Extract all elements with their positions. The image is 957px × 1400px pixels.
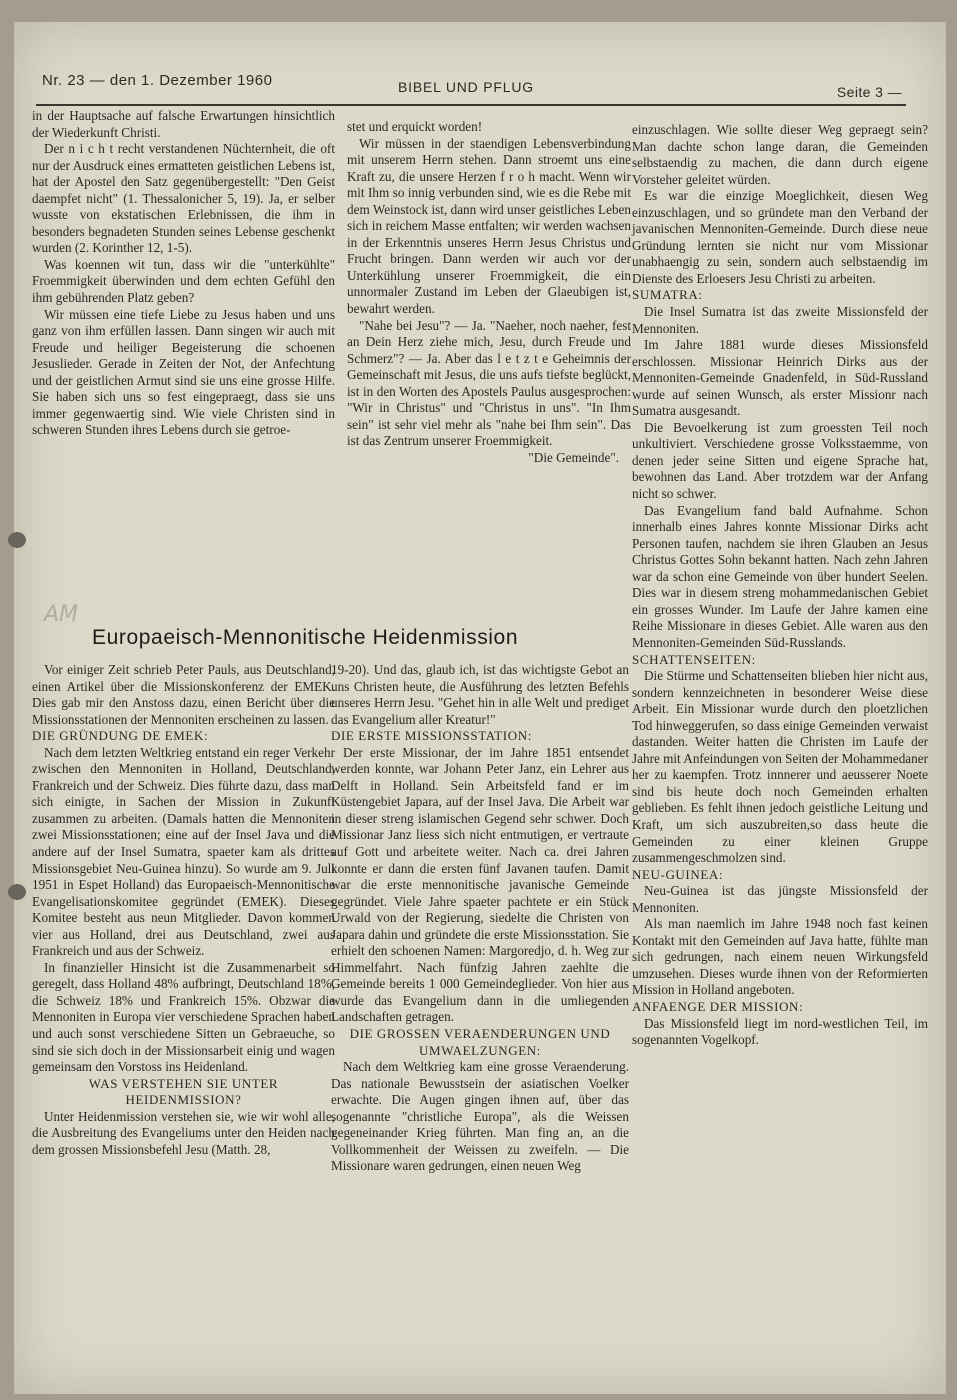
paragraph: Es war die einzige Moeglichkeit, diesen Weg einzuschlagen, und so gründete man den Verband der javanischen Mennoniten-Gemeinde. Durch diese neue Gründung lernten sie nicht nur vom Missionar unabhaengig zu sein, sondern auch selbstaendig im Dienste des Erloesers Jesu Christi zu arbeiten. [632, 188, 928, 286]
paragraph: ANFAENGE DER MISSION: [632, 998, 804, 1014]
paragraph: Was koennen wit tun, dass wir die "unterkühlte" Froemmigkeit überwinden und dem echten Gefühl den ihm gebührenden Platz geben? [32, 256, 335, 306]
paragraph: einzuschlagen. Wie sollte dieser Weg gepraegt sein? Man dachte schon lange daran, die Gemeinden selbstaendig zu machen, die dann durch eigene Vorsteher geleitet würden. [632, 122, 928, 187]
paragraph: SCHATTENSEITEN: [632, 651, 756, 667]
paragraph: Das Missionsfeld liegt im nord-westlichen Teil, im sogenannten Vogelkopf. [632, 1015, 928, 1048]
punch-hole [8, 532, 26, 548]
pencil-mark: AM [44, 602, 79, 627]
column-1-top [32, 108, 335, 439]
paragraph: Das Evangelium fand bald Aufnahme. Schon innerhalb eines Jahres konnte Missionar Dirks acht Personen taufen, nachdem sie ihren Glauben an Jesus Christus Gottes Sohn bekannt hatten. Nach zehn Jahren war da schon eine Gemeinde von über hundert Seelen. Dies war in diesem streng mohammedanischen Gebiet ein grosses Wunder. Im Laufe der Jahre kamen eine Reihe Missionare in dieses Gebiet. Alle waren aus den Mennoniten-Gemeinden Süd-Russlands. [632, 502, 928, 650]
paragraph: DIE ERSTE MISSIONSSTATION: [331, 728, 532, 744]
paragraph: Die Insel Sumatra ist das zweite Missionsfeld der Mennoniten. [632, 304, 928, 336]
paragraph: "Nahe bei Jesu"? — Ja. "Naeher, noch naeher, fest an Dein Herz ziehe mich, Jesu, durch Freude und Schmerz"? — Ja. Aber das l e t z t e Geheimnis der Gemeinschaft mit Jesus, die uns aufs tiefste beglückt, ist in den Worten des Apostels Paulus ausgesprochen: "Wir in Christus" und "Christus in uns". "In Ihm sein" ist sehr viel mehr als "nahe bei Ihm sein". Das ist das Zentrum unserer Froemmigkeit. [347, 317, 631, 449]
column-2-top [347, 119, 631, 466]
paragraph: Die Stürme und Schattenseiten blieben hier nicht aus, sondern kennzeichneten in besonderer Weise diese Arbeit. Ein Missionar wurde durch den ploetzlichen Tod hinweggerufen, so dass einige Gemeinden verwaist dastanden. Weiter hatten die Christen im Laufe der Jahre mit Anfeindungen von Seiten der Mohammedaner her zu kaempfen. Trotz innnerer und aeusserer Noete sind bis heute doch noch Gemeinden erhalten geblieben. Es fehlt ihnen jedoch geistliche Leitung und Kraft, um sich auszubreiten,so dass heute die Gemeinden zu einer kleinen Gruppe zusammengeschmolzen sind. [632, 668, 928, 866]
newspaper-title: BIBEL UND PFLUG [398, 79, 534, 95]
issue-date: Nr. 23 — den 1. Dezember 1960 [42, 72, 273, 89]
column-3 [632, 122, 928, 1049]
header-rule [36, 104, 906, 106]
column-1-bottom [32, 662, 335, 1158]
page-header [42, 72, 902, 100]
paragraph: Als man naemlich im Jahre 1948 noch fast keinen Kontakt mit den Gemeinden auf Java hatte, fühlte man sich gedrungen, nach einem neuen Wirkungsfeld umzusehen. Dieses wurde ihnen von der Reformierten Mission in Holland angeboten. [632, 916, 928, 998]
paragraph: Der n i c h t recht verstandenen Nüchternheit, die oft nur der Ausdruck eines ermatteten geistlichen Lebens ist, hat der Apostel den Satz gegenübergestellt: "Den Geist daempfet nicht" (1. Thessalonicher 5, 19). Ja, er selber wusste von ekstatischen Erlebnissen, die ihm in besonders begnadeten Stunden seines Lebense geschenkt wurden (2. Korinther 12, 1-5). [32, 141, 335, 256]
paragraph: in der Hauptsache auf falsche Erwartungen hinsichtlich der Wiederkunft Christi. [32, 108, 335, 140]
punch-hole [8, 884, 26, 900]
paragraph: Wir müssen eine tiefe Liebe zu Jesus haben und uns ganz von ihm erfüllen lassen. Dann singen wir auch mit Freude und heiliger Begeisterung die schoenen Jesuslieder. Gerade in Zeiten der Not, der Anfechtung und der geistlichen Armut sind sie uns eine grosse Hilfe. Sie haben sich uns so fest eingepraegt, dass sie uns immer gegenwaertig sind. Wie viele Christen sind in schweren Stunden ihres Lebens durch sie getroe- [32, 306, 335, 438]
page-number: Seite 3 — [836, 84, 902, 100]
paragraph: In finanzieller Hinsicht ist die Zusammenarbeit so geregelt, dass Holland 48% aufbringt, Deutschland 18%, die Schweiz 18% und Frankreich 15%. Obzwar die Mennoniten in Europa vier verschiedene Sprachen haben und auch sonst verschiedene Sitten un Gebraeuche, so sind sie sich doch in der Missionsarbeit einig und wagen gemeinsam den Vorstoss ins Heidenland. [32, 959, 335, 1075]
paragraph: Wir müssen in der staendigen Lebensverbindung mit unserem Herrn stehen. Dann stroemt uns eine Kraft zu, die unsere Herzen f r o h macht. Wenn wir mit Ihm so innig verbunden sind, wie es die Rebe mit dem Weinstock ist, dann wird unser geistliches Leben sich in reichem Masse entfalten; wir werden wachsen in der Erkenntnis unseres Herrn Jesus Christus und Frucht bringen. Dann werden wir auch vor der Unterkühlung unserer Froemmigkeit, die ein unnormaler Zustand im Leben der Glaeubigen ist, bewahrt werden. [347, 135, 631, 317]
paragraph: "Die Gemeinde". [528, 449, 619, 465]
paragraph: NEU-GUINEA: [632, 866, 724, 882]
paragraph: Neu-Guinea ist das jüngste Missionsfeld der Mennoniten. [632, 883, 928, 915]
column-2-bottom [331, 662, 629, 1175]
paragraph: Nach dem Weltkrieg kam eine grosse Veraenderung. Das nationale Bewusstsein der asiatischen Voelker erwachte. Die Augen gingen ihnen auf, über das sogenannte "christliche Europa", als die Weissen gegeneinander Krieg führten. Man fing an, an die Vollkommenheit der Weissen zu zweifeln. — Die Missionare waren gedrungen, einen neuen Weg [331, 1059, 629, 1174]
paragraph: DIE GRÜNDUNG DE EMEK: [32, 728, 209, 744]
paragraph: Die Bevoelkerung ist zum groessten Teil noch unkultiviert. Verschiedene grosse Volksstaemme, von denen jeder seine Sitten und eigene Sprache hat, bewohnen das Land. Aber trotzdem war der Anfang nicht so schwer. [632, 419, 928, 502]
paragraph: Im Jahre 1881 wurde dieses Missionsfeld erschlossen. Missionar Heinrich Dirks aus der Mennoniten-Gemeinde Gnadenfeld, in Süd-Russland wurde auf seinen Wunsch, als erster Missionr nach Sumatra ausgesandt. [632, 337, 928, 419]
paragraph: WAS VERSTEHEN SIE UNTER HEIDENMISSION? [88, 1075, 279, 1108]
paragraph: stet und erquickt worden! [347, 119, 483, 134]
paragraph: Der erste Missionar, der im Jahre 1851 entsendet werden konnte, war Johann Peter Janz, ein Lehrer aus Delft in Holland. Sein Arbeitsfeld fand er im Küstengebiet Japara, auf der Insel Java. Die Arbeit war in dieser streng islamischen Gegend sehr schwer. Doch Missionar Janz liess sich nicht entmutigen, er vertraute auf Gott und arbeitete weiter. Nach ca. drei Jahren konnte er dann die ersten fünf Javanen taufen. Damit war die erste mennonitische javanische Gemeinde gegründet. Viele Jahre spaeter pachtete er ein Stück Urwald von der Regierung, siedelte die Christen von Japara dahin und gründete die erste Missionsstation. Sie erhielt den schoenen Namen: Margoredjo, d. h. Weg zur Himmelfahrt. Nach fünfzig Jahren zaehlte die Gemeinde bereits 1 000 Gemeindeglieder. Von hier aus wurde das Evangelium dann in die umliegenden Landschaften getragen. [331, 744, 629, 1025]
paragraph: Nach dem letzten Weltkrieg entstand ein reger Verkehr zwischen den Mennoniten in Holland, Deutschland, Frankreich und der Schweiz. Dies führte dazu, dass man sich einigte, in Sachen der Mission in Zukunft zusammen zu arbeiten. (Damals hatten die Mennoniten zwei Missionsstationen; eine auf der Insel Java und die andere auf der Insel Sumatra, spaeter kam als drittes Missionsgebiet Neu-Guinea hinzu). So wurde am 9. Juli 1951 in Espet Holland) das Europaeisch-Mennonitische Evangelisationskomitee gegründet (EMEK). Dieses Komitee besteht aus neun Mitglieder. Davon kommen vier aus Holland, drei aus Deutschland, zwei aus Frankreich und aus der Schweiz. [32, 744, 335, 959]
paragraph: Unter Heidenmission verstehen sie, wie wir wohl alle, die Ausbreitung des Evangeliums unter den Heiden nach dem grossen Missionsbefehl Jesu (Matth. 28, [32, 1108, 335, 1157]
paragraph: 19-20). Und das, glaub ich, ist das wichtigste Gebot an uns Christen heute, die Ausführung des letzten Befehls unseres Herrn Jesu. "Gehet hin in alle Welt und prediget das Evangelium aller Kreatur!" [331, 662, 629, 727]
paragraph: DIE GROSSEN VERAENDERUNGEN UND UMWAELZUNGEN: [349, 1026, 611, 1058]
paragraph: Vor einiger Zeit schrieb Peter Pauls, aus Deutschland, einen Artikel über die Missionskonferenz der EMEK. Dies gab mir den Anstoss dazu, einen Bericht über die Missionsstationen der Mennoniten erscheinen zu lassen. [32, 662, 335, 727]
article-title: Europaeisch-Mennonitische Heidenmission [92, 626, 519, 649]
newspaper-page [14, 22, 946, 1394]
paragraph: SUMATRA: [632, 287, 703, 303]
